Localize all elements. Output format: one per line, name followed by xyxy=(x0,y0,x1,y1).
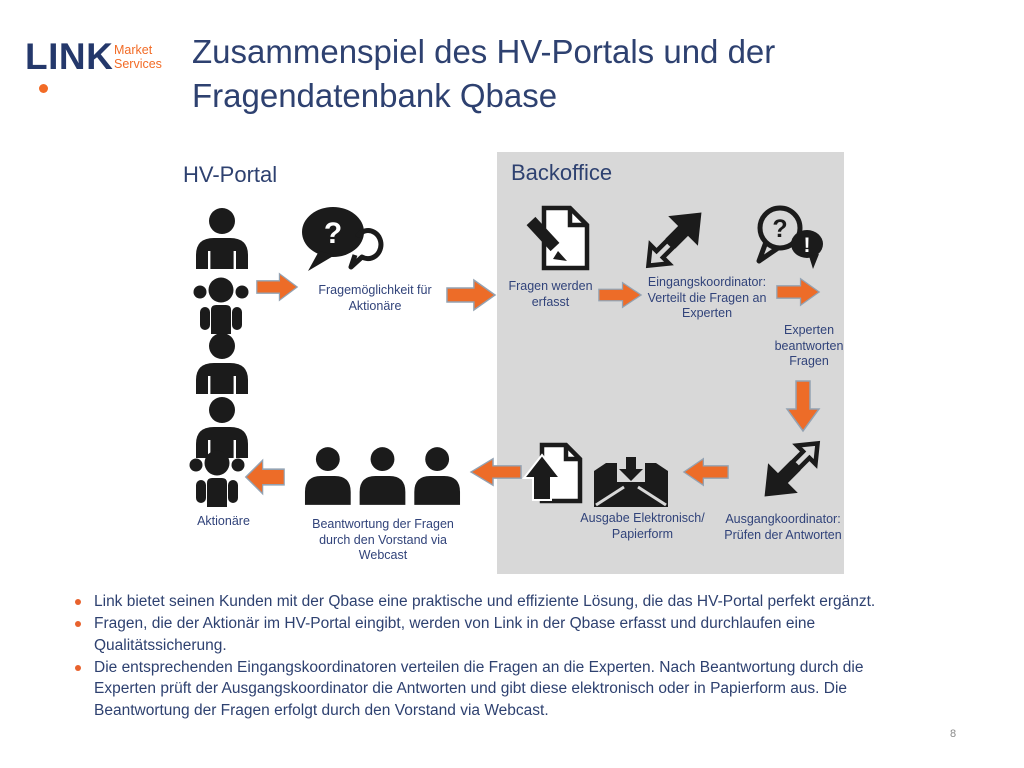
question-answer-bubbles-icon xyxy=(751,203,829,271)
page-number: 8 xyxy=(950,728,957,740)
link-logo xyxy=(25,38,185,98)
logo-subtitle xyxy=(114,44,162,71)
envelope-download-icon xyxy=(594,455,668,507)
question-speech-bubble-icon xyxy=(295,203,383,277)
person-man-icon xyxy=(189,207,255,269)
ausgangkoordinator-label: Ausgangkoordinator: Prüfen der Antworten xyxy=(724,512,842,542)
board-three-people-icon xyxy=(301,447,464,505)
bullet-text: Fragen, die der Aktionär im HV-Portal eingibt, werden von Link in der Qbase erfasst und durchlaufen eine Qualitätssicherung. xyxy=(94,615,816,654)
bullet-text: Link bietet seinen Kunden mit der Qbase eine praktische und effiziente Lösung, die das HV-Portal perfekt ergänzt. xyxy=(94,593,876,610)
beantwortung-label: Beantwortung der Fragen durch den Vorstand via Webcast xyxy=(312,517,454,562)
slide-title-line2: Fragendatenbank Qbase xyxy=(192,77,558,114)
logo-brand-text: LINK xyxy=(25,36,114,77)
exclamation-glyph: ! xyxy=(803,234,811,257)
flow-arrow-right-icon xyxy=(776,277,820,307)
hv-portal-zone-label: HV-Portal xyxy=(183,162,278,187)
slide-title-line1: Zusammenspiel des HV-Portals und der xyxy=(192,33,776,70)
experten-label: Experten beantworten Fragen xyxy=(774,323,844,368)
flow-arrow-right-icon xyxy=(446,278,496,312)
logo-subtitle-line2: Services xyxy=(114,56,162,71)
flow-arrow-right-icon xyxy=(256,272,298,302)
fragen-erfasst-label: Fragen werden erfasst xyxy=(508,279,593,309)
bullet-dot-icon xyxy=(75,621,81,627)
person-man-icon xyxy=(189,332,255,394)
document-pencil-icon xyxy=(527,205,593,271)
flow-arrow-down-icon xyxy=(786,380,820,432)
backoffice-zone-label: Backoffice xyxy=(511,160,613,185)
logo-subtitle-line1: Market xyxy=(114,43,153,57)
ausgabe-label: Ausgabe Elektronisch/ Papierform xyxy=(580,511,705,541)
list-item xyxy=(70,591,908,613)
list-item xyxy=(70,613,908,656)
bullet-list xyxy=(70,591,908,722)
review-arrows-icon xyxy=(750,437,830,505)
logo-orange-dot-icon xyxy=(39,84,48,93)
person-girl-icon xyxy=(187,449,247,507)
eingangskoordinator-label: Eingangskoordinator: Verteilt die Fragen an Experten xyxy=(647,275,767,320)
question-glyph: ? xyxy=(772,215,788,243)
flow-diagram xyxy=(0,140,1024,585)
flow-arrow-left-icon xyxy=(470,457,522,487)
distribute-arrows-icon xyxy=(638,204,714,272)
fragemoeglichkeit-label: Fragemöglichkeit für Aktionäre xyxy=(318,283,432,313)
person-girl-icon xyxy=(191,276,251,334)
flow-arrow-left-icon xyxy=(245,458,285,496)
list-item xyxy=(70,657,908,722)
flow-arrow-left-icon xyxy=(683,457,729,487)
bullet-dot-icon xyxy=(75,599,81,605)
bullet-dot-icon xyxy=(75,665,81,671)
bullet-text: Die entsprechenden Eingangskoordinatoren verteilen die Fragen an die Experten. Nach Beantwortung durch die Experten prüft der Ausgangskoordinator die Antworten und gibt diese elektronisch oder in Papierform aus. Die Beantwortung der Fragen erfolgt durch den Vorstand via Webcast. xyxy=(94,658,864,719)
aktionaere-label: Aktionäre xyxy=(197,514,250,528)
upload-document-icon xyxy=(522,442,586,504)
question-glyph: ? xyxy=(323,217,343,250)
slide-title xyxy=(192,30,775,118)
